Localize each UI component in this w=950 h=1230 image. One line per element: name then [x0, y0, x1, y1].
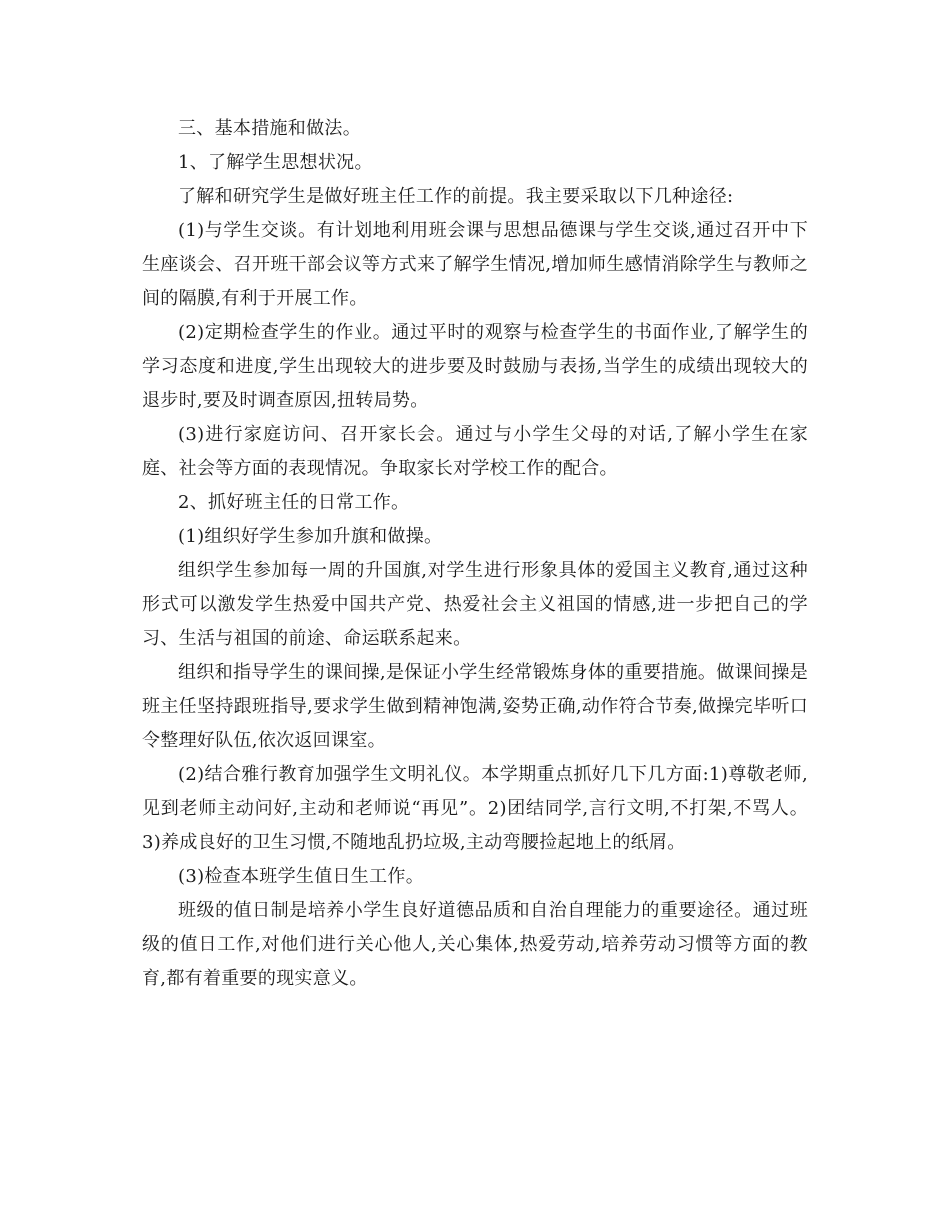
paragraph-duty-check: (3)检查本班学生值日生工作。: [178, 866, 424, 887]
paragraph-flag-and-exercise: (1)组织好学生参加升旗和做操。: [178, 526, 443, 547]
subheading-daily-work: 2、抓好班主任的日常工作。: [178, 492, 410, 513]
paragraph-approaches-intro: 了解和研究学生是做好班主任工作的前提。我主要采取以下几种途径:: [178, 186, 734, 207]
paragraph-flag-raising: 组织学生参加每一周的升国旗,对学生进行形象具体的爱国主义教育,通过这种形式可以激发学生热爱中国共产党、热爱社会主义祖国的情感,进一步把自己的学习、生活与祖国的前途、命运联系起来。: [142, 560, 808, 649]
section-heading-measures: 三、基本措施和做法。: [178, 118, 361, 139]
subheading-understand-students: 1、了解学生思想状况。: [178, 152, 373, 173]
paragraph-talk-with-students: (1)与学生交谈。有计划地利用班会课与思想品德课与学生交谈,通过召开中下生座谈会、召开班干部会议等方式来了解学生情况,增加师生感情消除学生与教师之间的隔膜,有利于开展工作。: [142, 220, 808, 309]
paragraph-home-visits: (3)进行家庭访问、召开家长会。通过与小学生父母的对话,了解小学生在家庭、社会等方面的表现情况。争取家长对学校工作的配合。: [142, 424, 808, 479]
paragraph-check-homework: (2)定期检查学生的作业。通过平时的观察与检查学生的书面作业,了解学生的学习态度和进度,学生出现较大的进步要及时鼓励与表扬,当学生的成绩出现较大的退步时,要及时调查原因,扭转局势。: [142, 322, 808, 411]
paragraph-duty-system: 班级的值日制是培养小学生良好道德品质和自治自理能力的重要途径。通过班级的值日工作,对他们进行关心他人,关心集体,热爱劳动,培养劳动习惯等方面的教育,都有着重要的现实意义。: [142, 900, 808, 989]
paragraph-etiquette: (2)结合雅行教育加强学生文明礼仪。本学期重点抓好几下几方面:1)尊敬老师,见到老师主动问好,主动和老师说“再见”。2)团结同学,言行文明,不打架,不骂人。3)养成良好的卫生习惯,不随地乱扔垃圾,主动弯腰捡起地上的纸屑。: [142, 764, 808, 853]
paragraph-morning-exercise: 组织和指导学生的课间操,是保证小学生经常锻炼身体的重要措施。做课间操是班主任坚持跟班指导,要求学生做到精神饱满,姿势正确,动作符合节奏,做操完毕听口令整理好队伍,依次返回课室。: [142, 662, 808, 751]
document-body: [142, 112, 808, 996]
